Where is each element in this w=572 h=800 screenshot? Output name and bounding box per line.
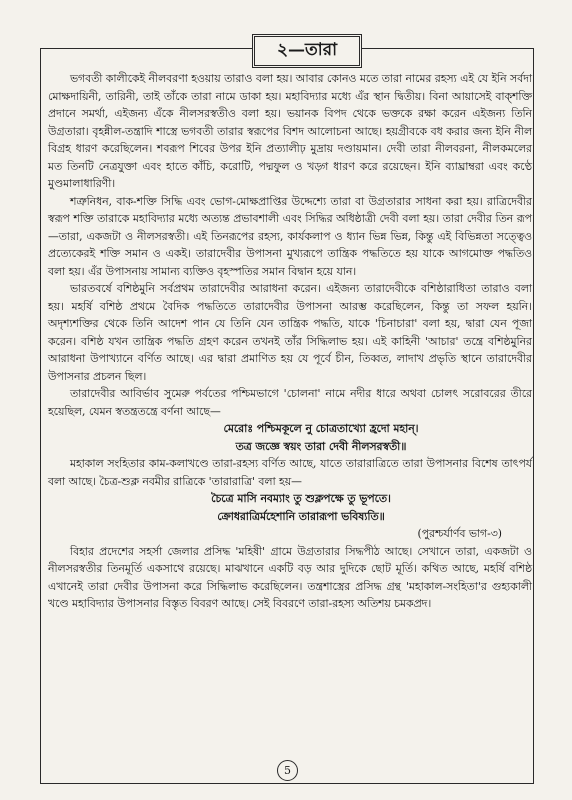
page-title: ২—তারা <box>252 34 362 68</box>
verse-block-1 <box>88 420 532 455</box>
paragraph-4: তারাদেবীর আবির্ভাব সুমেরু পর্বতের পশ্চিমভাগে 'চোলনা' নামে নদীর ধারে অথবা চোলৎ সরোবরের তীরে হয়েছিল, যেমন স্বতন্ত্রতন্ত্রে বর্ণনা আছে— <box>48 387 532 418</box>
page-number: 5 <box>277 760 298 781</box>
paragraph-2: শত্রুনিধন, বাক-শক্তি সিদ্ধি এবং ভোগ-মোক্ষপ্রাপ্তির উদ্দেশ্যে তারা বা উগ্রতারার সাধনা করা হয়। রাত্রিদেবীর স্বরূপ শক্তি তারাকে মহাবিদ্যার মধ্যে অত্যন্ত প্রভাবশালী এবং সিদ্ধির অধিষ্ঠাত্রী দেবী বলা হয়। তারা দেবীর তিন রূপ—তারা, একজটা ও নীলসরস্বতী। এই তিনরূপের রহস্য, কার্যকলাপ ও ধ্যান ভিন্ন ভিন্ন, কিন্তু এই বিভিন্নতা সত্ত্বেও প্রত্যেকেরই শক্তি সমান ও একই। তারাদেবীর উপাসনা মুখ্যরূপে তান্ত্রিক পদ্ধতিতে হয় যাকে আগমোক্ত পদ্ধতিও বলা হয়। এঁর উপাসনায় সামান্য ব্যক্তিও বৃহস্পতির সমান বিদ্বান হয়ে যান। <box>48 194 532 278</box>
paragraph-5: মহাকাল সংহিতার কাম-কলাখণ্ডে তারা-রহস্য বর্ণিত আছে, যাতে তারারাত্রিতে তারা উপাসনার বিশেষ তাৎপর্য বলা আছে। চৈত্র-শুক্ল নবমীর রাত্রিকে 'তারারাত্রি' বলা হয়— <box>48 457 532 488</box>
verse-block-2 <box>48 490 532 525</box>
paragraph-6: বিহার প্রদেশের সহর্সা জেলার প্রসিদ্ধ 'মহিষী' গ্রামে উগ্রতারার সিদ্ধপীঠ আছে। সেখানে তারা, একজটা ও নীলসরস্বতীর তিনমূর্তি একসাথে রয়েছে। মাঝখানে একটি বড় আর দুদিকে ছোট মূর্তি। কথিত আছে, মহর্ষি বশিষ্ঠ এখানেই তারা দেবীর উপাসনা করে সিদ্ধিলাভ করেছিলেন। তন্ত্রশাস্ত্রের প্রসিদ্ধ গ্রন্থ 'মহাকাল-সংহিতা'র গুহ্যকালী খণ্ডে মহাবিদ্যার উপাসনার বিস্তৃত বিবরণ আছে। সেই বিবরণে তারা-রহস্য অতিশয় চমকপ্রদ। <box>48 544 532 610</box>
verse-line: মেরোঃ পশ্চিমকূলে নু চোত্রতাখ্যো হ্রদো মহান্। <box>223 422 419 435</box>
verse-line: তত্র জজ্ঞে স্বয়ং তারা দেবী নীলসরস্বতী॥ <box>235 439 407 453</box>
page-body <box>48 70 532 613</box>
verse-line: চৈত্রে মাসি নবম্যাং তু শুক্লপক্ষে তু ভূপতে। <box>211 492 391 505</box>
source-reference: (পুরশ্চর্যার্ণব ভাগ-৩) <box>417 527 502 540</box>
paragraph-3: ভারতবর্ষে বশিষ্ঠমুনি সর্বপ্রথম তারাদেবীর আরাধনা করেন। এইজন্য তারাদেবীকে বশিষ্ঠারাধিতা তারাও বলা হয়। মহর্ষি বশিষ্ঠ প্রথমে বৈদিক পদ্ধতিতে তারাদেবীর উপাসনা আরম্ভ করেছিলেন, কিন্তু তা সফল হয়নি। অদৃশ্যশক্তির থেকে তিনি আদেশ পান যে তিনি যেন তান্ত্রিক পদ্ধতি, যাকে 'চিনাচারা' বলা হয়, দ্বারা যেন পূজা করেন। বশিষ্ঠ যখন তান্ত্রিক পদ্ধতি গ্রহণ করেন তখনই তাঁর সিদ্ধিলাভ হয়। এই কাহিনী 'আচার' তন্ত্রে বশিষ্ঠমুনির আরাধনা উপাখ্যানে বর্ণিত আছে। এর দ্বারা প্রমাণিত হয় যে পূর্বে চীন, তিব্বত, লাদাখ প্রভৃতি স্থানে তারাদেবীর উপাসনার প্রচলন ছিল। <box>48 282 532 383</box>
verse-line: ক্রোধরাত্রির্মহেশানি তারারূপা ভবিষ্যতি॥ <box>217 509 385 523</box>
paragraph-1: ভগবতী কালীকেই নীলবরণা হওয়ায় তারাও বলা হয়। আবার কোনও মতে তারা নামের রহস্য এই যে ইনি সর্বদা মোক্ষদায়িনী, তারিনী, তাই তাঁকে তারা নামে ডাকা হয়। মহাবিদ্যার মধ্যে এঁর স্থান দ্বিতীয়। বিনা আয়াসেই বাক্শক্তি প্রদানে সমর্থা, এইজন্য এঁকে নীলসরস্বতীও বলা হয়। ভয়ানক বিপদ থেকে ভক্তকে রক্ষা করেন এইজন্য তিনি উগ্রতারা। বৃহন্নীল-তন্ত্রাদি শাস্ত্রে ভগবতী তারার স্বরূপের বিশদ আলোচনা আছে। হয়গ্রীবকে বধ করার জন্য ইনি নীল বিগ্রহ ধারণ করেছিলেন। শবরূপ শিবের উপর ইনি প্রত্যালীঢ় মুদ্রায় দণ্ডায়মান। দেবী তারা নীলবরনা, নীলকমলের মত তিনটি নেত্রযুক্তা এবং হাতে কাঁচি, করোটি, পদ্মফুল ও খড়্গ ধারণ করে রয়েছেন। ইনি ব্যাঘ্রাম্বরা এবং কণ্ঠে মুণ্ডমালাধারিণী। <box>48 72 532 190</box>
